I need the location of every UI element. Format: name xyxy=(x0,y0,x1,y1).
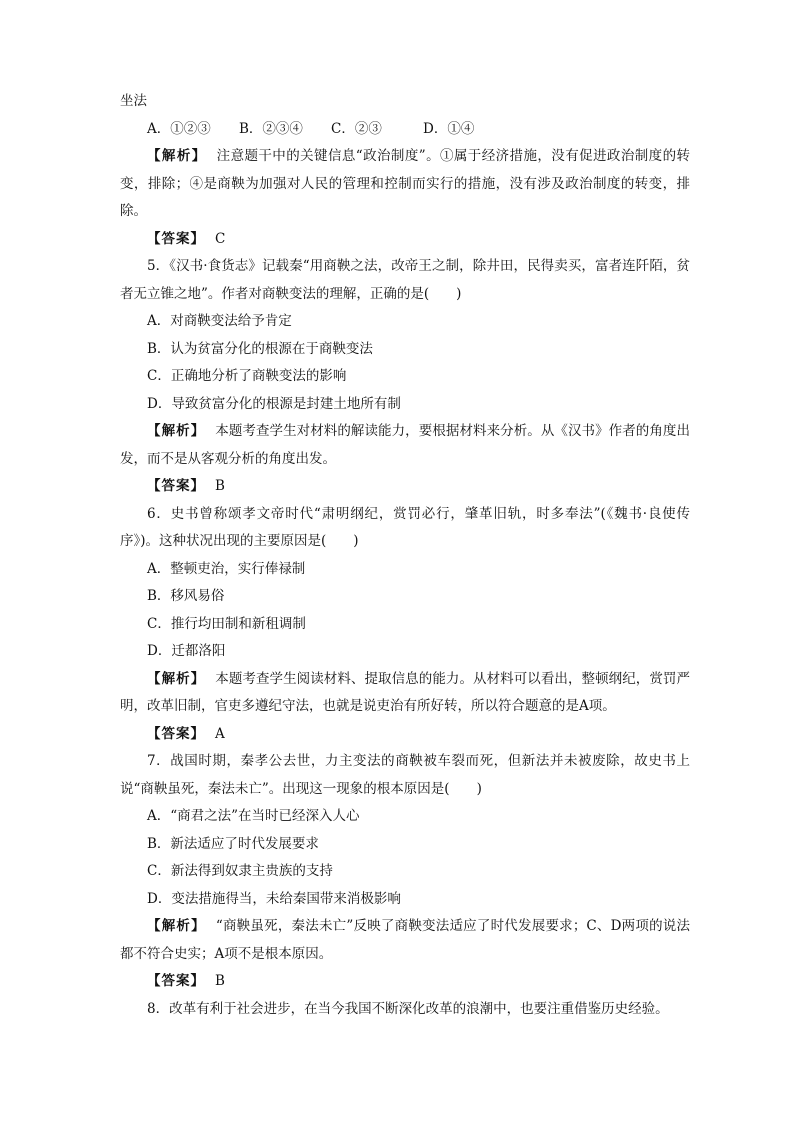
q5-option-c: C．正确地分析了商鞅变法的影响 xyxy=(147,368,347,384)
answer-label: 【答案】 xyxy=(147,478,205,494)
document-page xyxy=(120,88,690,1023)
analysis-label: 【解析】 xyxy=(147,918,206,934)
q7-analysis-text: “商鞅虽死，秦法未亡”反映了商鞅变法适应了时代发展要求；C、D两项的说法都不符合史实；A项不是根本原因。 xyxy=(120,918,691,962)
q6-stem: 6．史书曾称颂孝文帝时代“肃明纲纪，赏罚必行，肇革旧轨，时多奉法”(《魏书·良使传序》)。这种状况出现的主要原因是( ) xyxy=(120,505,690,549)
q6-option-c: C．推行均田制和新租调制 xyxy=(147,615,306,632)
q6-answer xyxy=(120,721,690,749)
q6-analysis-text: 本题考查学生阅读材料、提取信息的能力。从材料可以看出，整顿纲纪，赏罚严明，改革旧制，官吏多遵纪守法，也就是说吏治有所好转，所以符合题意的是A项。 xyxy=(120,670,691,714)
q5-option-a: A．对商鞅变法给予肯定 xyxy=(147,313,292,329)
q5-analysis xyxy=(120,418,690,473)
q7-answer-value: B xyxy=(215,973,225,989)
q4-option-b: B．②③④ xyxy=(239,120,303,137)
q4-answer-value: C xyxy=(215,230,226,247)
q5-option-d: D．导致贫富分化的根源是封建土地所有制 xyxy=(147,395,401,412)
intro-tail-text: 坐法 xyxy=(120,93,147,109)
q7-option-c: C．新法得到奴隶主贵族的支持 xyxy=(147,863,333,879)
q4-analysis xyxy=(120,143,690,226)
q7-answer xyxy=(120,968,690,996)
q5-stem: 5．《汉书·食货志》记载秦“用商鞅之法，改帝王之制，除井田，民得卖买，富者连阡陌，贫者无立锥之地”。作者对商鞅变法的理解，正确的是( ) xyxy=(120,258,690,302)
q7-option-d: D．变法措施得当，未给秦国带来消极影响 xyxy=(147,890,401,907)
q4-analysis-text: 注意题干中的关键信息“政治制度”。①属于经济措施，没有促进政治制度的转变，排除；④是商鞅为加强对人民的管理和控制而实行的措施，没有涉及政治制度的转变，排除。 xyxy=(120,148,690,219)
q4-option-c: C．②③ xyxy=(331,120,382,137)
q5-answer-value: B xyxy=(215,478,225,494)
analysis-label: 【解析】 xyxy=(147,148,207,164)
q5-option-b: B．认为贫富分化的根源在于商鞅变法 xyxy=(147,340,373,357)
q7-analysis xyxy=(120,913,690,968)
answer-label: 【答案】 xyxy=(147,230,205,247)
q4-option-a: A．①②③ xyxy=(147,120,211,137)
q8-stem: 8．改革有利于社会进步，在当今我国不断深化改革的浪潮中，也要注重借鉴历史经验。 xyxy=(147,1000,669,1017)
q7-stem: 7．战国时期，秦孝公去世，力主变法的商鞅被车裂而死，但新法并未被废除，故史书上说“商鞅虽死，秦法未亡”。出现这一现象的根本原因是( ) xyxy=(120,753,690,797)
analysis-label: 【解析】 xyxy=(147,423,206,439)
q6-option-a: A．整顿吏治，实行俸禄制 xyxy=(147,560,306,577)
answer-label: 【答案】 xyxy=(147,725,205,742)
q4-option-d: D．①④ xyxy=(423,120,475,137)
q4-answer xyxy=(120,226,690,254)
q6-option-d: D．迁都洛阳 xyxy=(147,643,226,659)
q5-answer xyxy=(120,473,690,501)
q7-option-b: B．新法适应了时代发展要求 xyxy=(147,835,319,852)
analysis-label: 【解析】 xyxy=(147,670,206,687)
q6-option-b: B．移风易俗 xyxy=(147,588,225,604)
q5-analysis-text: 本题考查学生对材料的解读能力，要根据材料来分析。从《汉书》作者的角度出发，而不是从客观分析的角度出发。 xyxy=(120,423,691,467)
q6-analysis xyxy=(120,666,690,721)
q6-answer-value: A xyxy=(215,725,225,742)
q4-options xyxy=(120,116,690,144)
answer-label: 【答案】 xyxy=(147,973,205,989)
q7-option-a: A．“商君之法”在当时已经深入人心 xyxy=(147,808,360,824)
